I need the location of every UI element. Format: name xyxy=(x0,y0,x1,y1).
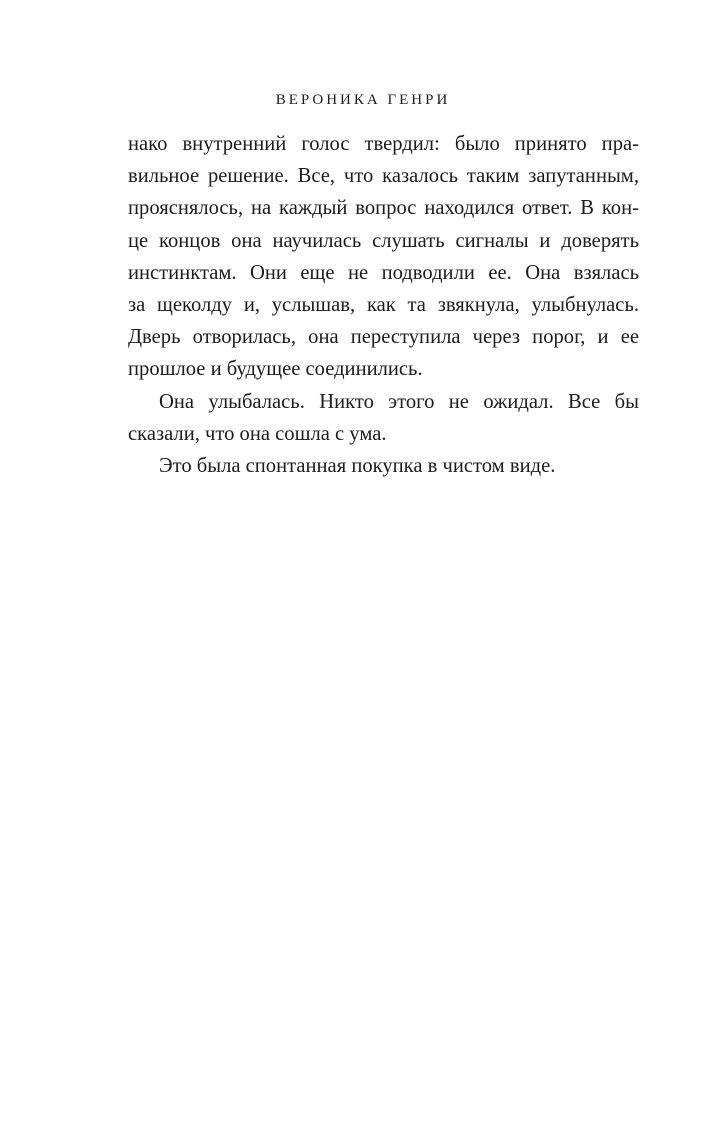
text-line: прошлое и будущее соединились. xyxy=(128,358,423,381)
paragraph-1 xyxy=(128,128,639,386)
text-line: це концов она научилась слушать сигналы и доверять xyxy=(128,229,639,252)
paragraph-3 xyxy=(128,450,639,482)
text-line: за щеколду и, услышав, как та звякнула, улыбнулась. xyxy=(128,293,639,316)
text-line: вильное решение. Все, что казалось таким запутанным, xyxy=(128,165,639,188)
paragraph-2 xyxy=(128,386,639,450)
text-line: Это была спонтанная покупка в чистом виде. xyxy=(159,454,556,477)
text-line: прояснялось, на каждый вопрос находился ответ. В кон- xyxy=(128,197,639,220)
text-line: нако внутренний голос твердил: было принято пра- xyxy=(128,133,639,155)
text-line: инстинктам. Они еще не подводили ее. Она взялась xyxy=(128,261,639,284)
running-header: ВЕРОНИКА ГЕНРИ xyxy=(275,92,451,108)
text-line: Дверь отворилась, она переступила через порог, и ее xyxy=(128,326,639,349)
text-line: Она улыбалась. Никто этого не ожидал. Все бы xyxy=(159,390,639,413)
text-line: сказали, что она сошла с ума. xyxy=(128,422,387,445)
body-text xyxy=(128,128,639,482)
